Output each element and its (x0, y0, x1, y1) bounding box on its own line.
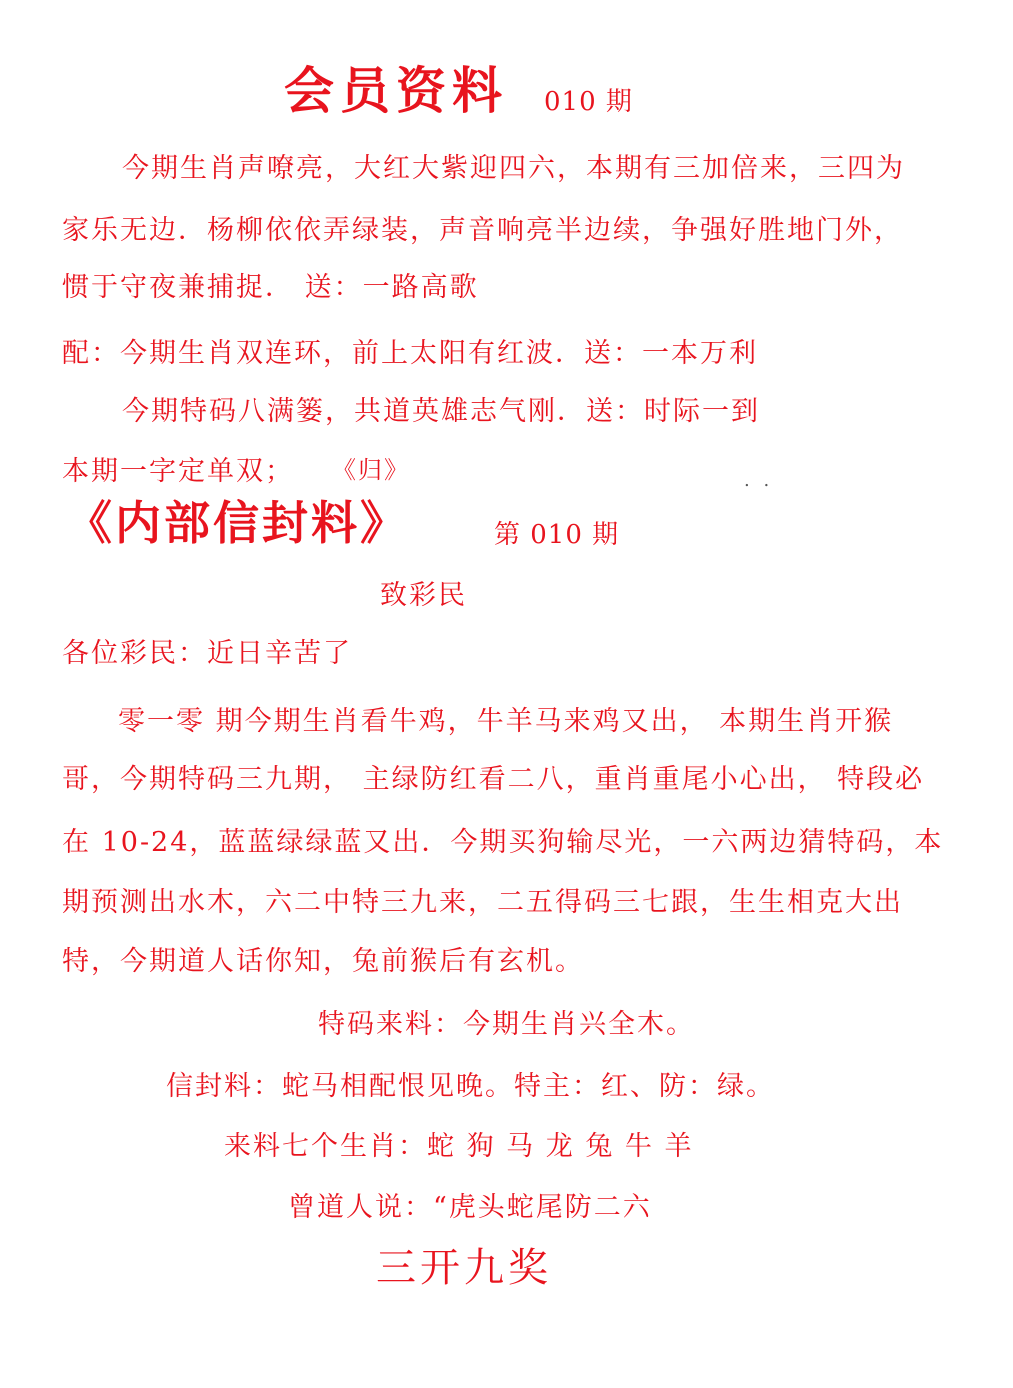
envelope-paragraph-line-2: 哥，今期特码三九期， 主绿防红看二八，重肖重尾小心出， 特段必 (62, 764, 925, 795)
envelope-issue: 第 010 期 (494, 520, 620, 550)
greeting-line: 各位彩民：近日辛苦了 (62, 638, 352, 669)
envelope-paragraph-line-5: 特，今期道人话你知，兔前猴后有玄机。 (62, 946, 584, 977)
member-single-double-answer: 《归》 (332, 456, 410, 484)
salutation-title: 致彩民 (380, 580, 467, 611)
prize-title: 三开九奖 (376, 1245, 552, 1291)
envelope-paragraph-line-3: 在 10-24，蓝蓝绿绿蓝又出．今期买狗输尽光，一六两边猜特码，本 (62, 827, 944, 858)
envelope-material-line: 信封料：蛇马相配恨见晚。特主：红、防：绿。 (166, 1071, 775, 1102)
member-poem-line-2: 家乐无边．杨柳依依弄绿装，声音响亮半边续，争强好胜地门外， (62, 215, 903, 246)
taoist-says-line: 曾道人说：“虎头蛇尾防二六 (288, 1192, 652, 1223)
member-pair-line: 配：今期生肖双连环，前上太阳有红波．送：一本万利 (62, 338, 758, 369)
member-poem-line-1: 今期生肖声嘹亮，大红大紫迎四六，本期有三加倍来，三四为 (122, 153, 905, 184)
envelope-paragraph-line-4: 期预测出水木，六二中特三九来，二五得码三七跟，生生相克大出 (62, 887, 903, 918)
decorative-dots: . . (744, 470, 774, 491)
member-single-double: 本期一字定单双； (62, 456, 294, 487)
envelope-title: 《内部信封料》 (66, 496, 409, 550)
special-source-line: 特码来料：今期生肖兴全木。 (318, 1009, 695, 1040)
member-poem-line-3: 惯于守夜兼捕捉． 送：一路高歌 (62, 272, 479, 303)
seven-zodiacs-line: 来料七个生肖：蛇 狗 马 龙 兔 牛 羊 (224, 1131, 694, 1162)
member-issue: 010 期 (544, 87, 633, 117)
member-title: 会员资料 (284, 61, 508, 120)
member-special-line: 今期特码八满篓，共道英雄志气刚．送：时际一到 (122, 396, 760, 427)
envelope-paragraph-line-1: 零一零 期今期生肖看牛鸡，牛羊马来鸡又出， 本期生肖开猴 (118, 706, 894, 737)
